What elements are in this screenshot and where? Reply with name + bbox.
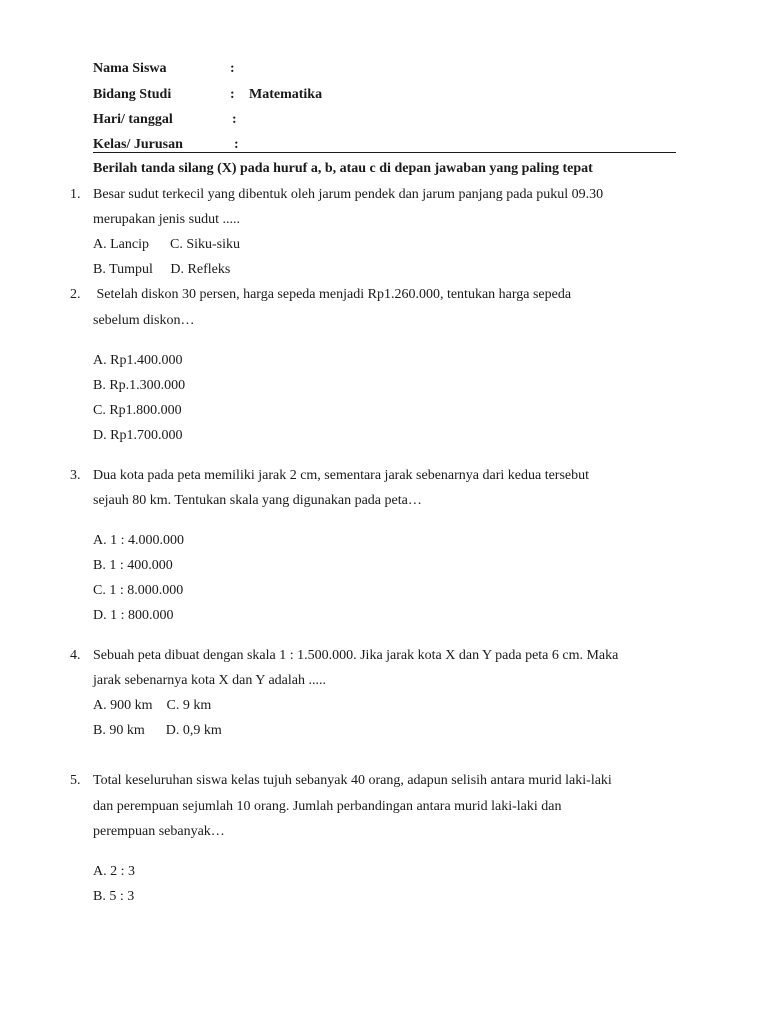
field-colon: : [234,137,239,152]
answer-option: C. 1 : 8.000.000 [93,583,184,598]
header-divider [93,152,676,153]
question-text-line: merupakan jenis sudut ..... [93,212,240,227]
field-label-kelas-jurusan: Kelas/ Jurusan [93,137,183,152]
answer-option: D. Rp1.700.000 [93,428,183,443]
question-number: 2. [70,287,81,302]
question-text-line: Sebuah peta dibuat dengan skala 1 : 1.500.000. Jika jarak kota X dan Y pada peta 6 cm. Maka [93,648,619,663]
field-label-nama-siswa: Nama Siswa [93,61,167,76]
question-text-line: Setelah diskon 30 persen, harga sepeda menjadi Rp1.260.000, tentukan harga sepeda [93,287,572,302]
field-colon: : [230,87,235,102]
question-text-line: Dua kota pada peta memiliki jarak 2 cm, sementara jarak sebenarnya dari kedua tersebut [93,468,590,483]
field-label-hari-tanggal: Hari/ tanggal [93,112,173,127]
question-text-line: sebelum diskon… [93,313,195,328]
question-text-line: dan perempuan sejumlah 10 orang. Jumlah perbandingan antara murid laki-laki dan [93,799,562,814]
question-number: 1. [70,187,81,202]
field-label-bidang-studi: Bidang Studi [93,87,172,102]
field-colon: : [230,61,235,76]
answer-option: B. 1 : 400.000 [93,558,173,573]
answer-option: A. 900 km C. 9 km [93,698,212,713]
answer-option: C. Rp1.800.000 [93,403,182,418]
question-number: 5. [70,773,81,788]
answer-option: D. 1 : 800.000 [93,608,174,623]
question-text-line: Besar sudut terkecil yang dibentuk oleh jarum pendek dan jarum panjang pada pukul 09.30 [93,187,604,202]
question-number: 4. [70,648,81,663]
question-text-line: Total keseluruhan siswa kelas tujuh sebanyak 40 orang, adapun selisih antara murid laki-laki [93,773,612,788]
field-value-bidang-studi: Matematika [249,87,323,102]
field-colon: : [232,112,237,127]
question-number: 3. [70,468,81,483]
answer-option: B. 90 km D. 0,9 km [93,723,222,738]
answer-option: A. Lancip C. Siku-siku [93,237,240,252]
question-text-line: sejauh 80 km. Tentukan skala yang digunakan pada peta… [93,493,422,508]
answer-option: B. Rp.1.300.000 [93,378,186,393]
instruction-text: Berilah tanda silang (X) pada huruf a, b, atau c di depan jawaban yang paling tepat [93,161,593,176]
answer-option: B. 5 : 3 [93,889,135,904]
answer-option: A. Rp1.400.000 [93,353,183,368]
answer-option: A. 2 : 3 [93,864,135,879]
question-text-line: perempuan sebanyak… [93,824,225,839]
answer-option: B. Tumpul D. Refleks [93,262,231,277]
question-text-line: jarak sebenarnya kota X dan Y adalah ..... [93,673,326,688]
answer-option: A. 1 : 4.000.000 [93,533,184,548]
